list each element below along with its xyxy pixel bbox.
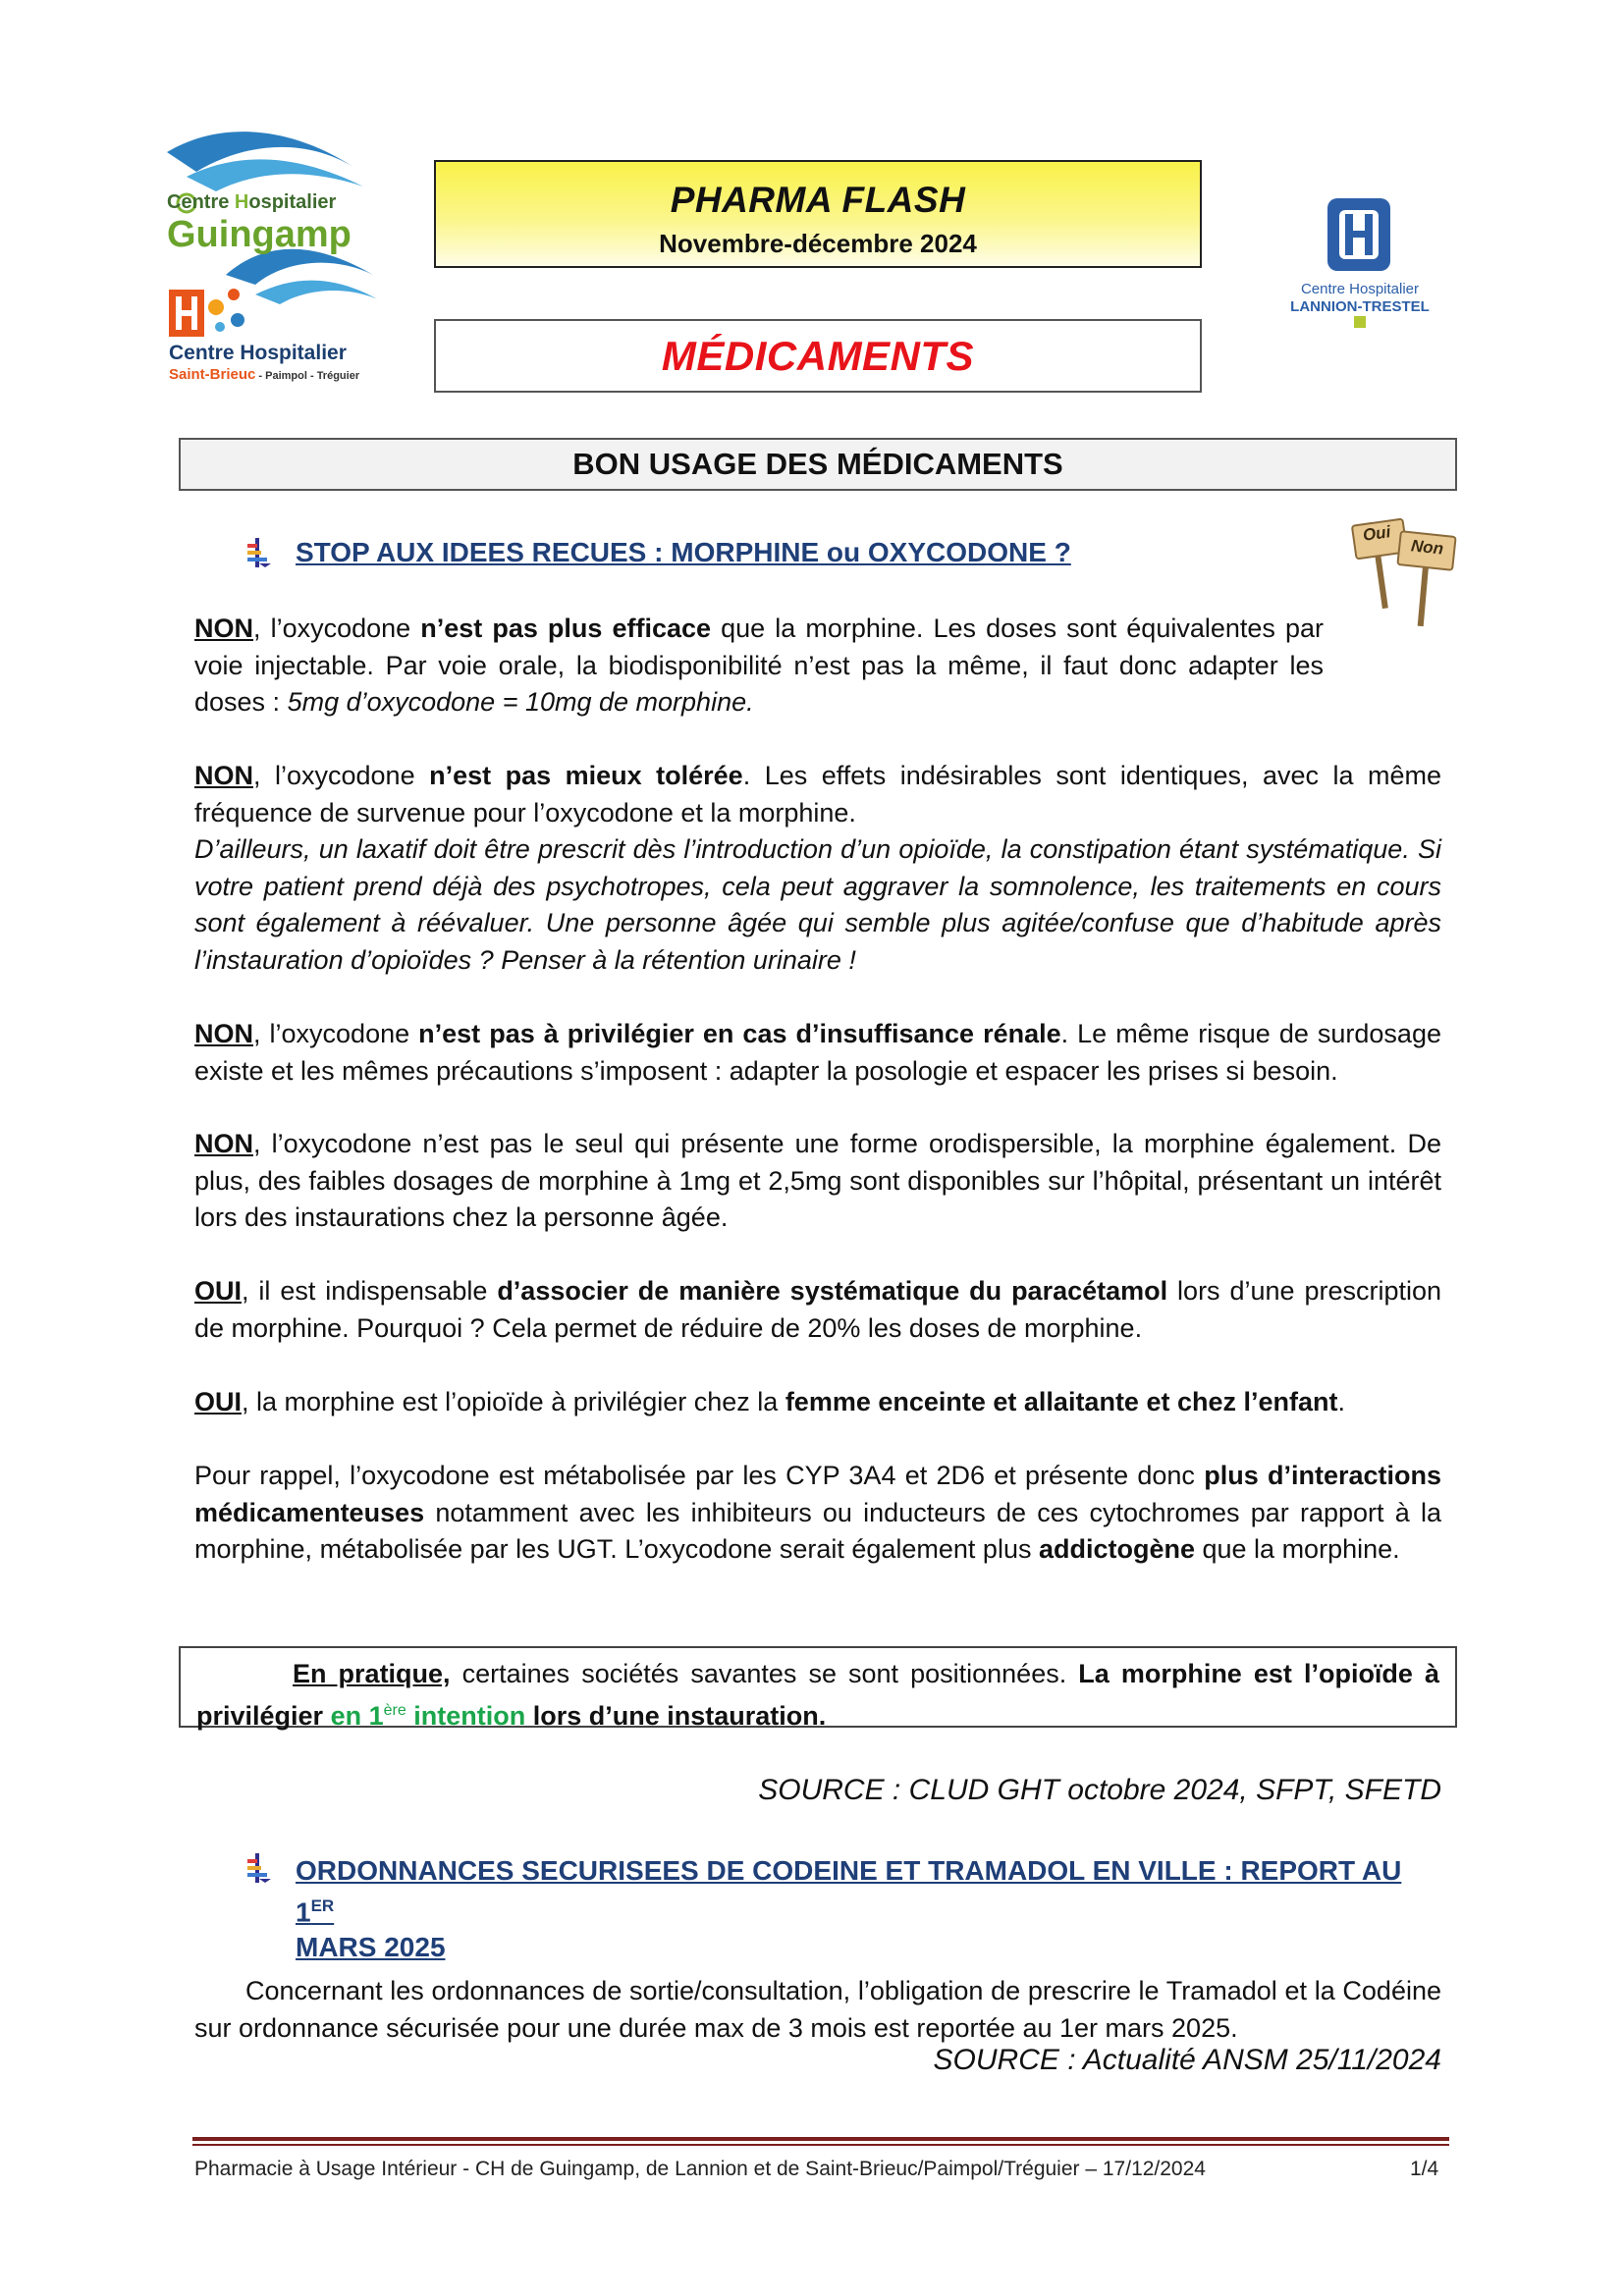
stbrieuc-logo-line1: Centre Hospitalier xyxy=(169,342,347,364)
non-sign-label: Non xyxy=(1410,536,1445,559)
lannion-logo xyxy=(1276,187,1443,344)
guingamp-logo-line1b: ospitalier xyxy=(248,191,337,213)
paragraph-paracetamol: OUI, il est indispensable d’associer de manière systématique du paracétamol lors d’une prescription de morphine. Pourquoi ? Cela permet de réduire de 20% les doses de morphine. xyxy=(194,1276,1442,1343)
article2-source: SOURCE : Actualité ANSM 25/11/2024 xyxy=(933,2044,1441,2076)
guingamp-logo-line1: Centre xyxy=(167,191,235,213)
lannion-logo-line2: LANNION-TRESTEL xyxy=(1290,298,1430,315)
newsletter-title: PHARMA FLASH xyxy=(670,180,966,220)
bullet-arrow-icon xyxy=(245,1853,271,1883)
article1-heading: STOP AUX IDEES RECUES : MORPHINE ou OXYCODONE ? xyxy=(296,537,1071,567)
guingamp-logo-name: Guingamp xyxy=(167,214,352,255)
section-title: BON USAGE DES MÉDICAMENTS xyxy=(179,438,1457,491)
lannion-logo-line1: Centre Hospitalier xyxy=(1300,281,1420,297)
practice-box: En pratique, certaines sociétés savantes se sont positionnées. La morphine est l’opioïde à privilégier en 1ère intention lors d’une instauration. xyxy=(179,1646,1457,1728)
page-number: 1/4 xyxy=(1410,2158,1439,2180)
bullet-arrow-icon xyxy=(245,538,271,567)
paragraph-renal: NON, l’oxycodone n’est pas à privilégier en cas d’insuffisance rénale. Le même risque de surdosage existe et les mêmes précautions s’imposent : adapter la posologie et espacer les prises si besoin. xyxy=(194,1019,1441,1086)
hospital-logos-left: Centre Hospitalier Guingamp Centre Hospitalier Saint-Brieuc - Paimpol - Tréguier xyxy=(157,128,383,393)
stbrieuc-logo-towns: - Paimpol - Tréguier xyxy=(255,370,360,382)
footer-text: Pharmacie à Usage Intérieur - CH de Guingamp, de Lannion et de Saint-Brieuc/Paimpol/Tréguier – 17/12/2024 xyxy=(194,2158,1206,2180)
newsletter-date: Novembre-décembre 2024 xyxy=(659,229,977,258)
category-title: MÉDICAMENTS xyxy=(661,333,975,379)
article2-heading: ORDONNANCES SECURISEES DE CODEINE ET TRAMADOL EN VILLE : REPORT AU 1ER MARS 2025 xyxy=(296,1855,1402,1963)
paragraph-efficacy: NON, l’oxycodone n’est pas plus efficace que la morphine. Les doses sont équivalentes par voie injectable. Par voie orale, la biodisponibilité n’est pas la même, il faut donc adapter les doses : 5mg d’oxycodone = 10mg de morphine. xyxy=(194,614,1324,717)
stbrieuc-logo-city: Saint-Brieuc xyxy=(169,366,256,383)
oui-sign-label: Oui xyxy=(1361,522,1392,545)
category-banner xyxy=(434,319,1202,393)
footer-rule-thin xyxy=(192,2144,1449,2146)
article2-body: Concernant les ordonnances de sortie/consultation, l’obligation de prescrire le Tramadol et la Codéine sur ordonnance sécurisée pour une durée max de 3 mois est reportée au 1er mars 2025. xyxy=(194,1976,1441,2043)
paragraph-reminder: Pour rappel, l’oxycodone est métabolisée par les CYP 3A4 et 2D6 et présente donc plus d’interactions médicamenteuses notamment avec les inhibiteurs ou inducteurs de ces cytochromes par rapport à la morphine, métabolisée par les UGT. L’oxycodone serait également plus addictogène que la morphine. xyxy=(194,1461,1441,1564)
pharma-flash-banner xyxy=(434,160,1202,268)
paragraph-orodispersible: NON, l’oxycodone n’est pas le seul qui présente une forme orodispersible, la morphine également. De plus, des faibles dosages de morphine à 1mg et 2,5mg sont disponibles sur l’hôpital, présentant un intérêt lors des instaurations chez la personne âgée. xyxy=(194,1129,1441,1232)
oui-non-signs-icon xyxy=(1350,510,1458,628)
footer-rule xyxy=(192,2137,1449,2141)
paragraph-pregnancy: OUI, la morphine est l’opioïde à privilégier chez la femme enceinte et allaitante et chez l’enfant. xyxy=(194,1387,1346,1416)
lannion-logo-icon xyxy=(1276,187,1443,344)
article1-source: SOURCE : CLUD GHT octobre 2024, SFPT, SFETD xyxy=(758,1774,1441,1806)
paragraph-tolerance: NON, l’oxycodone n’est pas mieux tolérée. Les effets indésirables sont identiques, avec la même fréquence de survenue pour l’oxycodone et la morphine. D’ailleurs, un laxatif doit être prescrit dès l’introduction d’un opioïde, la constipation étant systématique. Si votre patient prend déjà des psychotropes, cela peut aggraver la somnolence, les traitements en cours sont également à réévaluer. Une personne âgée qui semble plus agitée/confuse que d’habitude après l’instauration d’opioïdes ? Penser à la rétention urinaire ! xyxy=(194,761,1442,975)
